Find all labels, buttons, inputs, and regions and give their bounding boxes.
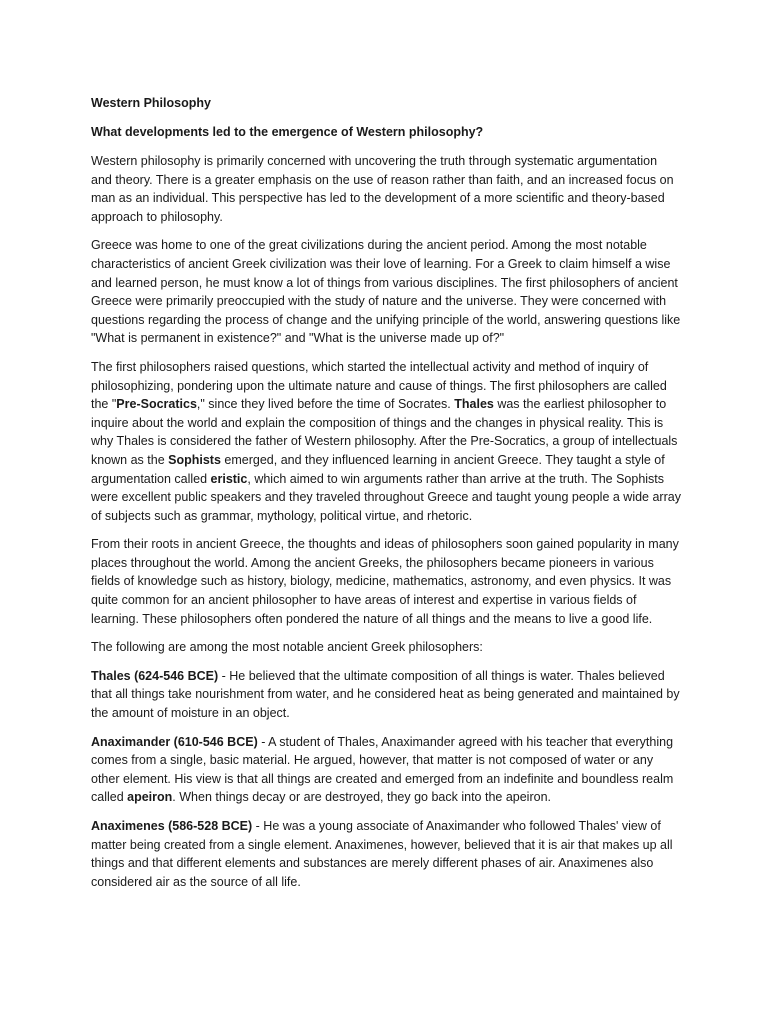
term-thales: Thales [454,397,494,412]
paragraph-list-intro: The following are among the most notable ancient Greek philosophers: [91,640,483,655]
text-run: emerged, and they influenced learning in ancient Greece. They taught a style of argumentation called [91,452,665,486]
term-apeiron: apeiron [127,790,173,805]
entry-anaximenes [91,817,681,891]
section-heading: What developments led to the emergence of Western philosophy? [91,125,484,139]
paragraph-greece: Greece was home to one of the great civilizations during the ancient period. Among the most notable characteristics of ancient Greek civilization was their love of learning. For a Greek to claim himself a wise and learned person, he must know a lot of things from various disciplines. The first philosophers of ancient Greece were primarily preoccupied with the study of nature and the universe. They were concerned with questions regarding the process of change and the unifying principle of the world, answering questions like "What is permanent in existence?" and "What is the universe made up of?" [91,238,681,346]
text-run: The first philosophers raised questions, which started the intellectual activity and method of inquiry of philosophizing, pondering upon the ultimate nature and cause of things. The first philosophers are called the " [91,359,667,412]
entry-name: Anaximander (610-546 BCE) [91,734,258,749]
term-pre-socratics: Pre-Socratics [116,397,197,412]
document-title: Western Philosophy [91,96,211,110]
text-run: , which aimed to win arguments rather than arrive at the truth. The Sophists were excellent public speakers and they traveled throughout Greece and taught young people a wide array of subjects such as grammar, mythology, political virtue, and rhetoric. [91,471,681,523]
entry-text: - A student of Thales, Anaximander agreed with his teacher that everything comes from a single, basic material. He argued, however, that matter is not composed of water or any other element. His view is that all things are created and emerged from an indefinite and boundless realm called [91,734,674,805]
entry-anaximander [91,733,681,807]
paragraph-first-philosophers [91,358,681,525]
entry-text: - He believed that the ultimate composition of all things is water. Thales believed that all things take nourishment from water, and he considered heat as being generated and maintained by the amount of moisture in an object. [91,668,680,721]
entry-thales [91,667,681,723]
paragraph-intro: Western philosophy is primarily concerned with uncovering the truth through systematic argumentation and theory. There is a greater emphasis on the use of reason rather than faith, and an increased focus on man as an individual. This perspective has led to the development of a more scientific and theory-based approach to philosophy. [91,154,674,224]
document-page [91,94,681,901]
entry-text: . When things decay or are destroyed, they go back into the apeiron. [172,790,551,805]
text-run: ," since they lived before the time of Socrates. [196,397,455,412]
entry-text: - He was a young associate of Anaximander who followed Thales' view of matter being created from a single element. Anaximenes, however, believed that it is air that makes up all things and that different elements and substances are merely different phases of air. Anaximenes also considered air as the source of all life. [91,819,673,889]
paragraph-roots: From their roots in ancient Greece, the thoughts and ideas of philosophers soon gained popularity in many places throughout the world. Among the ancient Greeks, the philosophers became pioneers in various fields of knowledge such as history, biology, medicine, mathematics, astronomy, and even physics. It was quite common for an ancient philosopher to have areas of interest and expertise in various fields of learning. These philosophers often pondered the nature of all things and the means to live a good life. [91,537,679,626]
entry-name: Thales (624-546 BCE) [91,668,219,683]
entry-name: Anaximenes (586-528 BCE) [91,819,253,833]
term-eristic: eristic [210,471,248,486]
text-run: was the earliest philosopher to inquire about the world and explain the composition of things and the changes in physical reality. This is why Thales is considered the father of Western philosophy. After the Pre-Socratics, a group of intellectuals known as the [91,397,678,467]
term-sophists: Sophists [168,452,221,467]
